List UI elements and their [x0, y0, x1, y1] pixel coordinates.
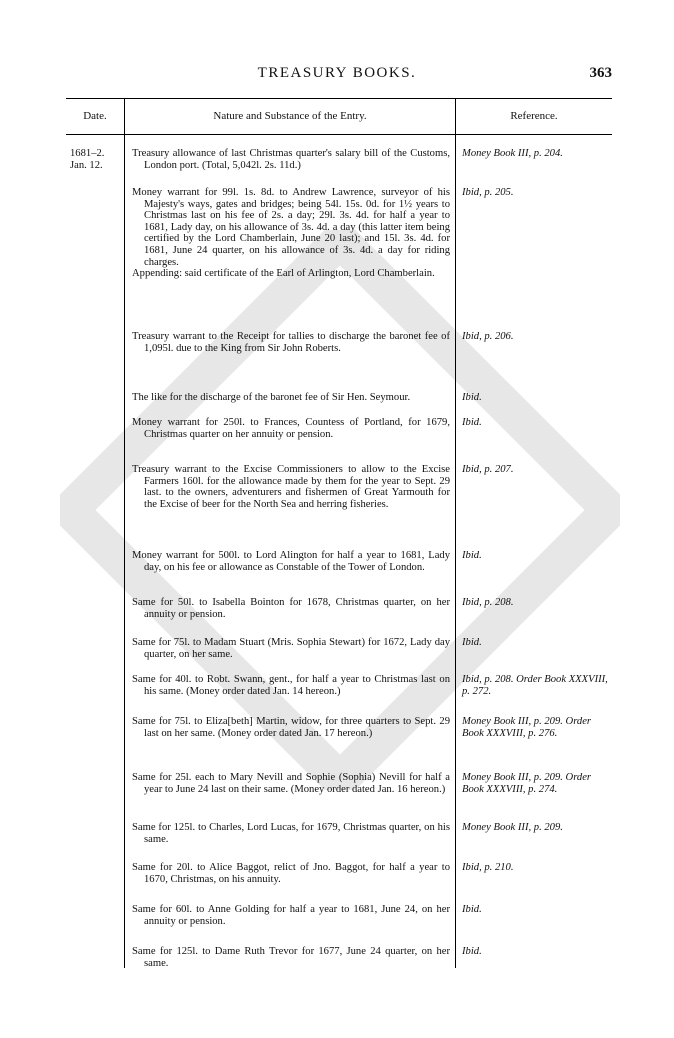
column-divider-reference: [455, 98, 456, 968]
entry-reference: Ibid.: [462, 417, 482, 428]
column-header-nature: Nature and Substance of the Entry.: [213, 110, 367, 122]
entry-reference: Ibid, p. 207.: [462, 464, 514, 475]
entry-reference: Ibid.: [462, 550, 482, 561]
entry-reference: Money Book III, p. 209. Order Book XXXVIII, p. 274.: [462, 772, 592, 795]
entry-nature: Treasury warrant to the Excise Commissioners to allow to the Excise Farmers 160l. for the allowance made by them for the year to Sept. 29 last. to the owners, adventurers and fishermen of Great Yarmouth for the Excise of beer for the North Sea and herring fisheries.: [132, 464, 450, 510]
table-header-rule: [66, 134, 612, 135]
column-divider-date: [124, 98, 125, 968]
entry-nature: Same for 20l. to Alice Baggot, relict of Jno. Baggot, for half a year to 1670, Christmas, on his annuity.: [132, 862, 450, 885]
table-top-rule: [66, 98, 612, 99]
entry-reference: Ibid.: [462, 637, 482, 648]
entry-date: 1681–2. Jan. 12.: [70, 148, 105, 171]
entry-appending-note: Appending: said certificate of the Earl of Arlington, Lord Chamberlain.: [132, 268, 435, 280]
entry-nature: Money warrant for 250l. to Frances, Countess of Portland, for 1679, Christmas quarter on her annuity or pension.: [132, 417, 450, 440]
entry-reference: Ibid.: [462, 904, 482, 915]
running-title: TREASURY BOOKS.: [257, 65, 417, 81]
entry-nature: Same for 50l. to Isabella Bointon for 1678, Christmas quarter, on her annuity or pension.: [132, 597, 450, 620]
entry-nature: Money warrant for 99l. 1s. 8d. to Andrew Lawrence, surveyor of his Majesty's ways, gates and bridges; being 54l. 15s. 0d. for 1½ years to Christmas last on his fee of 2s. a day; 29l. 3s. 4d. for half a year to 1681, Lady day, on his allowance of 3s. 4d. a day (this latter item being certified by the Lord Chamberlain, June 20 last); and 15l. 3s. 4d. for 1681, June 24 quarter, on his allowance of 3s. 4d. a day for riding charges. Appending: said certificate of the Earl of Arlington, Lord Chamberlain.: [132, 187, 450, 280]
entry-nature: Same for 25l. each to Mary Nevill and Sophie (Sophia) Nevill for half a year to June 24 last on their same. (Money order dated Jan. 16 hereon.): [132, 772, 450, 795]
entry-nature: Same for 60l. to Anne Golding for half a year to 1681, June 24, on her annuity or pension.: [132, 904, 450, 927]
entry-reference: Money Book III, p. 204.: [462, 148, 563, 159]
page-number: 363: [589, 65, 612, 81]
entry-nature: Money warrant for 500l. to Lord Alington for half a year to 1681, Lady day, on his fee or allowance as Constable of the Tower of London.: [132, 550, 450, 573]
entry-reference: Ibid, p. 208. Order Book XXXVIII, p. 272.: [462, 674, 608, 697]
entry-nature: Same for 125l. to Charles, Lord Lucas, for 1679, Christmas quarter, on his same.: [132, 822, 450, 845]
entry-reference: Money Book III, p. 209.: [462, 822, 563, 833]
page-header: [0, 64, 674, 86]
entry-reference: Ibid, p. 205.: [462, 187, 514, 198]
entry-nature: Treasury warrant to the Receipt for tallies to discharge the baronet fee of 1,095l. due to the King from Sir John Roberts.: [132, 331, 450, 354]
column-header-reference: Reference.: [510, 110, 558, 122]
entry-reference: Ibid.: [462, 946, 482, 957]
column-header-date: Date.: [83, 110, 107, 122]
entry-nature: Treasury allowance of last Christmas quarter's salary bill of the Customs, London port. (Total, 5,042l. 2s. 11d.): [132, 148, 450, 171]
entry-reference: Ibid, p. 206.: [462, 331, 514, 342]
entry-nature: Same for 125l. to Dame Ruth Trevor for 1677, June 24 quarter, on her same.: [132, 946, 450, 969]
entry-reference: Ibid.: [462, 392, 482, 403]
entry-nature: The like for the discharge of the baronet fee of Sir Hen. Seymour.: [132, 392, 411, 403]
entry-reference: Ibid, p. 208.: [462, 597, 514, 608]
entry-nature: Same for 75l. to Eliza[beth] Martin, widow, for three quarters to Sept. 29 last on her same. (Money order dated Jan. 17 hereon.): [132, 716, 450, 739]
entry-reference: Money Book III, p. 209. Order Book XXXVIII, p. 276.: [462, 716, 592, 739]
entry-reference: Ibid, p. 210.: [462, 862, 514, 873]
entry-nature: Same for 40l. to Robt. Swann, gent., for half a year to Christmas last on his same. (Money order dated Jan. 14 hereon.): [132, 674, 450, 697]
entry-nature: Same for 75l. to Madam Stuart (Mris. Sophia Stewart) for 1672, Lady day quarter, on her same.: [132, 637, 450, 660]
